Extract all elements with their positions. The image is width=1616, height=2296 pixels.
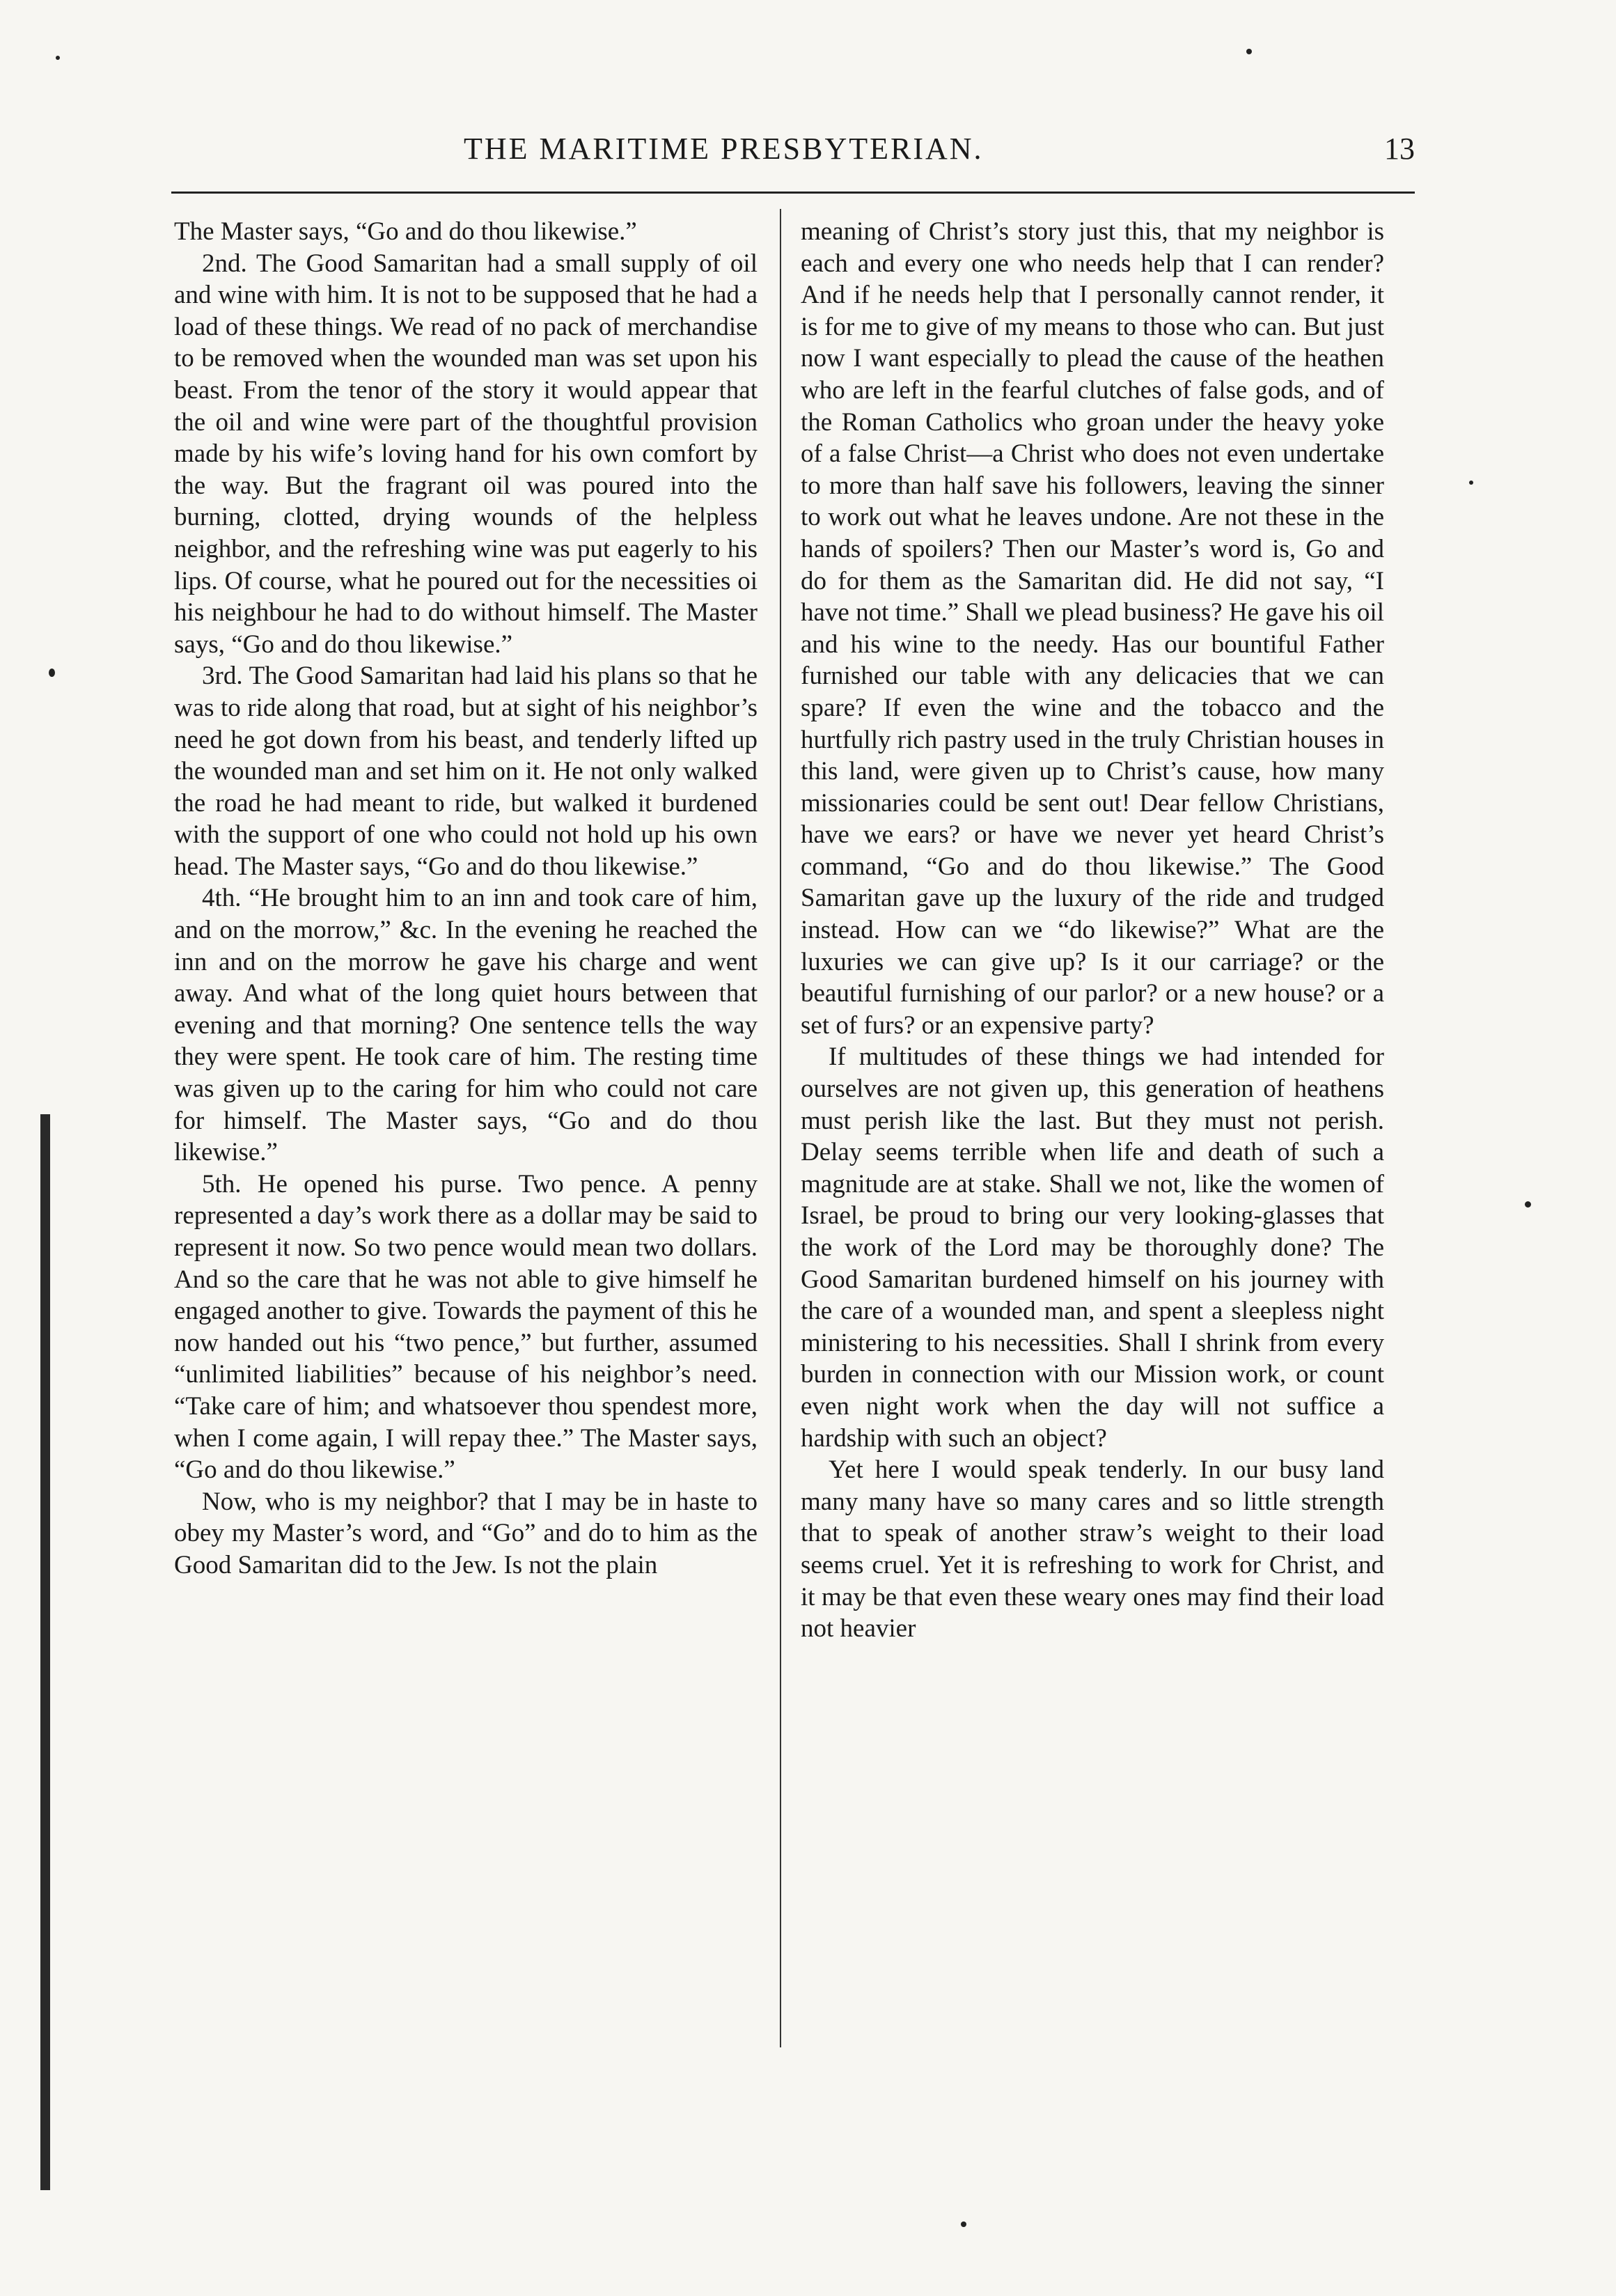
scan-margin-mark xyxy=(40,1114,50,2190)
scan-speck xyxy=(961,2221,966,2227)
paragraph: 3rd. The Good Samaritan had laid his plans so that he was to ride along that road, but at sight of his neighbor’s need he got down from his beast, and tenderly lifted up the wounded man and set him on it. He not only walked the road he had meant to ride, but walked it burdened with the support of one who could not hold up his own head. The Master says, “Go and do thou likewise.” xyxy=(174,662,758,881)
scan-speck xyxy=(1525,1201,1531,1208)
scan-speck xyxy=(1469,481,1473,485)
scan-speck xyxy=(1246,49,1252,54)
running-title: THE MARITIME PRESBYTERIAN. xyxy=(464,132,984,166)
paragraph: The Master says, “Go and do thou likewise.” xyxy=(174,217,637,246)
paragraph: Now, who is my neighbor? that I may be in haste to obey my Master’s word, and “Go” and do to him as the Good Samaritan did to the Jew. Is not the plain xyxy=(174,1487,758,1579)
scan-speck xyxy=(56,56,60,60)
column-divider xyxy=(780,209,781,2047)
left-column xyxy=(174,216,758,1582)
scan-speck xyxy=(49,669,55,677)
right-column xyxy=(801,216,1384,1645)
paragraph: meaning of Christ’s story just this, that my neighbor is each and every one who needs help that I can render? And if he needs help that I personally cannot render, it is for me to give of my means to those who can. But just now I want especially to plead the cause of the heathen who are left in the fearful clutches of false gods, and of the Roman Catholics who groan under the heavy yoke of a false Christ—a Christ who does not even undertake to more than half save his followers, leaving the sinner to work out what he leaves undone. Are not these in the hands of spoilers? Then our Master’s word is, Go and do for them as the Samaritan did. He did not say, “I have not time.” Shall we plead business? He gave his oil and his wine to the needy. Has our bountiful Father furnished our table with any delicacies that we can spare? If even the wine and the tobacco and the hurtfully rich pastry used in the truly Christian houses in this land, were given up to Christ’s cause, how many missionaries could be sent out! Dear fellow Christians, have we ears? or have we never yet heard Christ’s command, “Go and do thou likewise.” The Good Samaritan gave up the luxury of the ride and trudged instead. How can we “do likewise?” What are the luxuries we can give up? Is it our carriage? or the beautiful furnishing of our parlor? or a new house? or a set of furs? or an expensive party? xyxy=(801,217,1384,1040)
paragraph: 5th. He opened his purse. Two pence. A penny represented a day’s work there as a dollar may be said to represent it now. So two pence would mean two dollars. And so the care that he was not able to give himself he engaged another to give. Towards the payment of this he now handed out his “two pence,” but further, assumed “unlimited liabilities” because of his neighbor’s need. “Take care of him; and whatsoever thou spendest more, when I come again, I will repay thee.” The Master says, “Go and do thou likewise.” xyxy=(174,1169,758,1485)
header-rule xyxy=(171,192,1415,194)
paragraph: Yet here I would speak tenderly. In our busy land many many have so many cares and so little strength that to speak of another straw’s weight to their load seems cruel. Yet it is refreshing to work for Christ, and it may be that even these weary ones may find their load not heavier xyxy=(801,1455,1384,1643)
paragraph: 2nd. The Good Samaritan had a small supply of oil and wine with him. It is not to be supposed that he had a load of these things. We read of no pack of merchandise to be removed when the wounded man was set upon his beast. From the tenor of the story it would appear that the oil and wine were part of the thoughtful provision made by his wife’s loving hand for his own comfort by the way. But the fragrant oil was poured into the burning, clotted, drying wounds of the helpless neighbor, and the refreshing wine was put eagerly to his lips. Of course, what he poured out for the necessities oi his neighbour he had to do without himself. The Master says, “Go and do thou likewise.” xyxy=(174,249,758,659)
paragraph: 4th. “He brought him to an inn and took care of him, and on the morrow,” &c. In the evening he reached the inn and on the morrow he gave his charge and went away. And what of the long quiet hours between that evening and that morning? One sentence tells the way they were spent. He took care of him. The resting time was given up to the caring for him who could not care for himself. The Master says, “Go and do thou likewise.” xyxy=(174,884,758,1167)
page-number: 13 xyxy=(1384,132,1415,166)
running-header xyxy=(171,131,1415,170)
paragraph: If multitudes of these things we had intended for ourselves are not given up, this generation of heathens must perish like the last. But they must not perish. Delay seems terrible when life and death of such a magnitude are at stake. Shall we not, like the women of Israel, be proud to bring our very looking-glasses that the work of the Lord may be thoroughly done? The Good Samaritan burdened himself on his journey with the care of a wounded man, and spent a sleepless night ministering to his necessities. Shall I shrink from every burden in connection with our Mission work, or count even night work when the day will not suffice a hardship with such an object? xyxy=(801,1042,1384,1453)
